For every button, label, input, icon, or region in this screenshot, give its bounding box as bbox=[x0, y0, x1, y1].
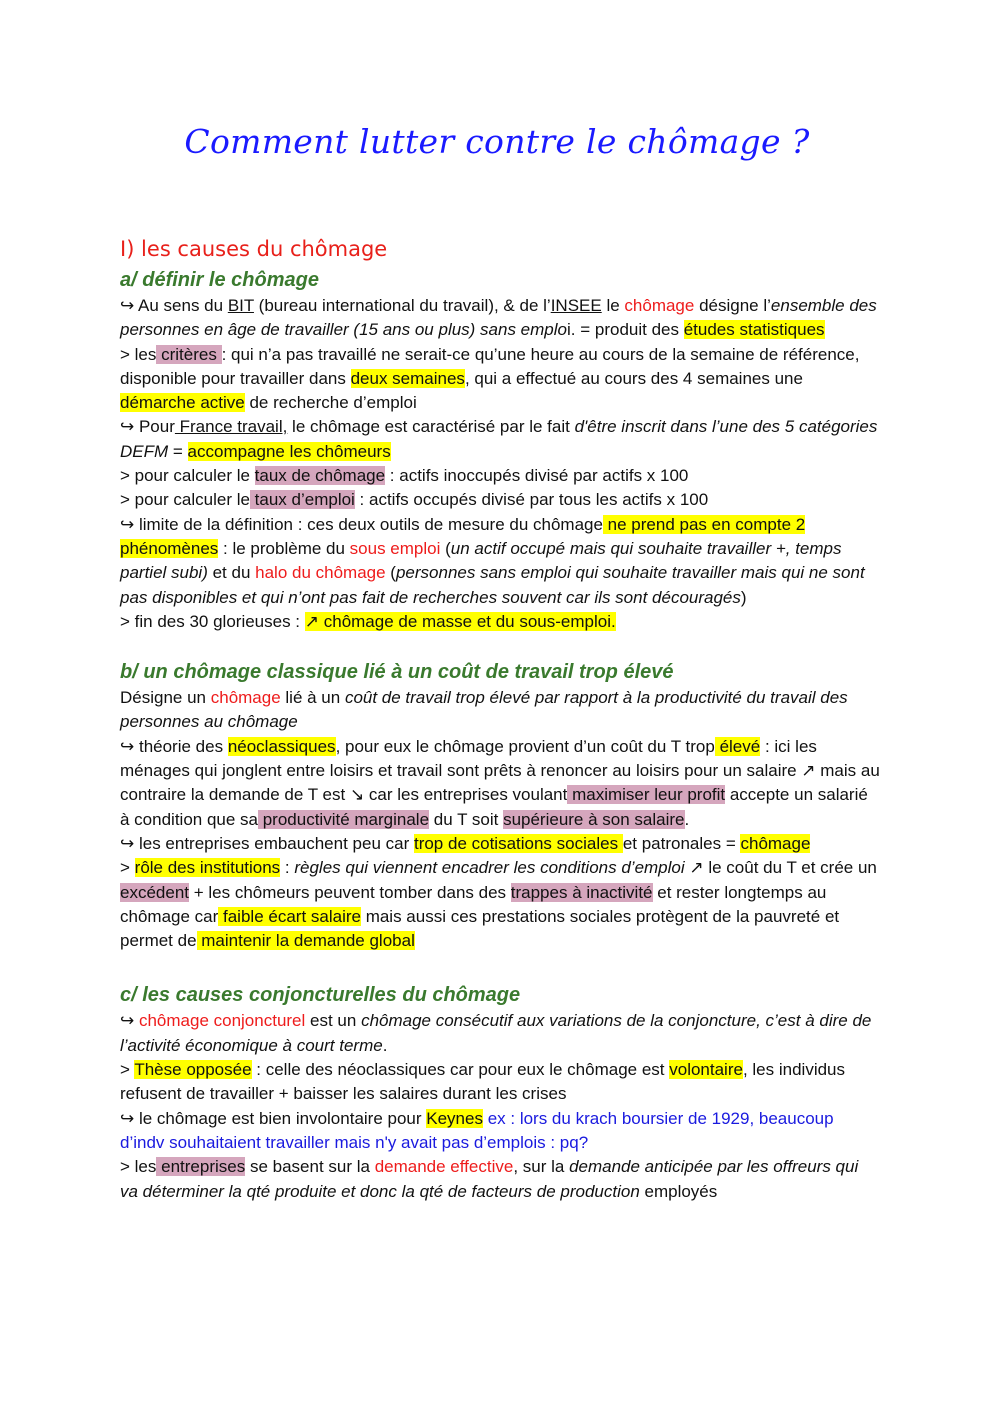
paragraph-a2: > les critères : qui n’a pas travaillé ne serait-ce qu’une heure au cours de la semaine de référence, disponible pour travailler dans deux semaines, qui a effectué au cours des 4 semaines une démarche active de recherche d’emploi bbox=[120, 344, 860, 413]
paragraph-a7: > fin des 30 glorieuses : ↗ chômage de masse et du sous-emploi. bbox=[120, 611, 616, 631]
subsection-heading-c: c/ les causes conjoncturelles du chômage bbox=[120, 984, 521, 1007]
paragraph-b3: ↪ les entreprises embauchent peu car trop de cotisations sociales et patronales = chômage bbox=[120, 833, 811, 853]
paragraph-a1: ↪ Au sens du BIT (bureau international du travail), & de l’INSEE le chômage désigne l’ensemble des personnes en âge de travailler (15 ans ou plus) sans emploi. = produit des études statistiques bbox=[120, 296, 877, 340]
paragraph-a3: ↪ Pour France travail, le chômage est caractérisé par le fait d'être inscrit dans l’une des 5 catégories DEFM = accompagne les chômeurs bbox=[120, 417, 878, 461]
paragraph-a5: > pour calculer le taux d’emploi : actifs occupés divisé par tous les actifs x 100 bbox=[120, 490, 709, 510]
paragraph-b1: Désigne un chômage lié à un coût de travail trop élevé par rapport à la productivité du travail des personnes au chômage bbox=[120, 688, 848, 732]
paragraph-a6: ↪ limite de la définition : ces deux outils de mesure du chômage ne prend pas en compte 2 phénomènes : le problème du sous emploi (un actif occupé mais qui souhaite travailler +, temps partiel subi) et du halo du chômage (personnes sans emploi qui souhaite travailler mais qui ne sont pas disponibles et qui n’ont pas fait de recherches souvent car ils sont découragés) bbox=[120, 514, 865, 607]
paragraph-c4: > les entreprises se basent sur la demande effective, sur la demande anticipée par les offreurs qui va déterminer la qté produite et donc la qté de facteurs de production employés bbox=[120, 1157, 859, 1201]
paragraph-b4: > rôle des institutions : règles qui viennent encadrer les conditions d’emploi ↗ le coût du T et crée un excédent + les chômeurs peuvent tomber dans des trappes à inactivité et rester longtemps au chômage car faible écart salaire mais aussi ces prestations sociales protègent de la pauvreté et permet de maintenir la demande global bbox=[120, 858, 877, 951]
paragraph-c1: ↪ chômage conjoncturel est un chômage consécutif aux variations de la conjoncture, c’est à dire de l’activité économique à court terme. bbox=[120, 1011, 872, 1055]
page-title: Comment lutter contre le chômage ? bbox=[184, 122, 810, 161]
subsection-heading-a: a/ définir le chômage bbox=[120, 269, 319, 291]
subsection-heading-b: b/ un chômage classique lié à un coût de travail trop élevé bbox=[120, 661, 674, 684]
paragraph-a4: > pour calculer le taux de chômage : actifs inoccupés divisé par actifs x 100 bbox=[120, 466, 689, 486]
paragraph-c2: > Thèse opposée : celle des néoclassiques car pour eux le chômage est volontaire, les individus refusent de travailler + baisser les salaires durant les crises bbox=[120, 1060, 846, 1104]
paragraph-b2: ↪ théorie des néoclassiques, pour eux le chômage provient d’un coût du T trop élevé : ici les ménages qui jonglent entre loisirs et travail sont prêts à renoncer au loisirs pour un salaire ↗ mais au contraire la demande de T est ↘ car les entreprises voulant maximiser leur profit accepte un salarié à condition que sa productivité marginale du T soit supérieure à son salaire. bbox=[120, 736, 880, 829]
paragraph-c3: ↪ le chômage est bien involontaire pour Keynes ex : lors du krach boursier de 1929, beaucoup d’indv souhaitaient travailler mais n'y avait pas d’emplois : pq? bbox=[120, 1108, 834, 1152]
document-body bbox=[120, 232, 880, 1204]
section-heading: I) les causes du chômage bbox=[120, 237, 388, 261]
